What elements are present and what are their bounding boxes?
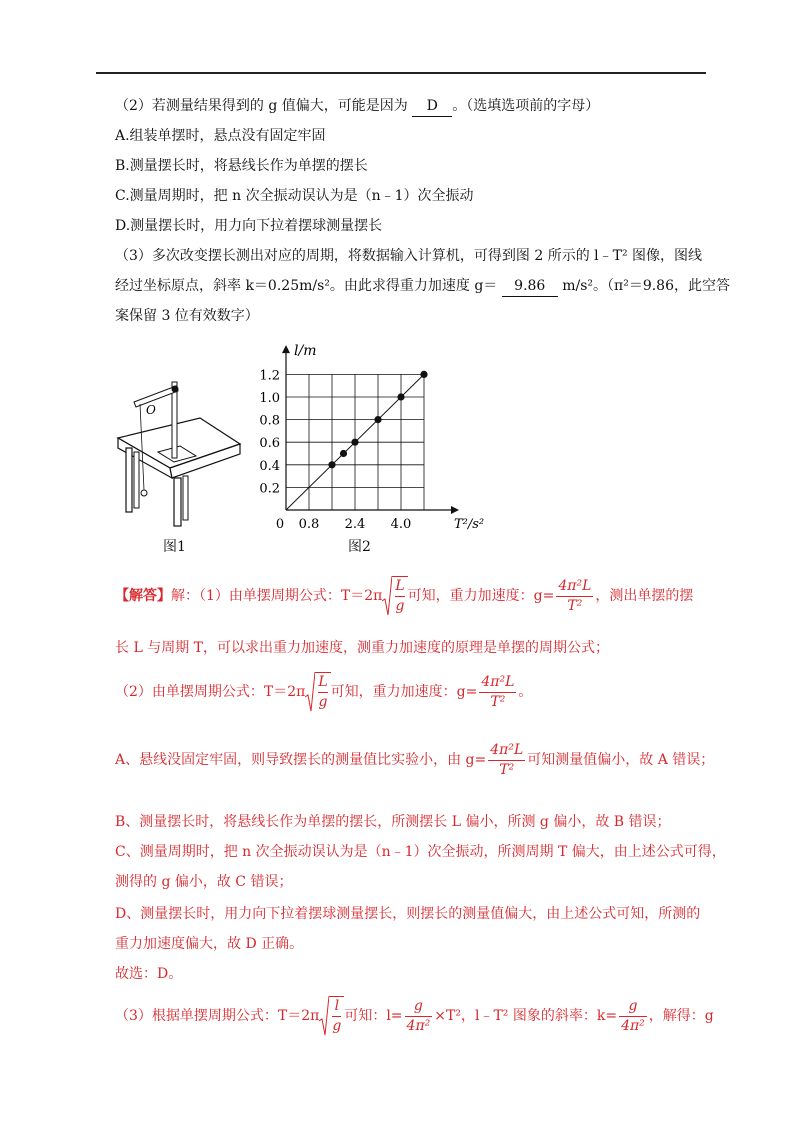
q2-answer: D: [412, 96, 452, 117]
q3-line3: 案保留 3 位有效数字）: [115, 308, 259, 324]
option-a: A.组装单摆时，悬点没有固定牢固: [115, 128, 326, 144]
y-tick-label: 0.8: [259, 413, 280, 429]
x-tick-label: 4.0: [390, 517, 412, 532]
y-axis-arrow: [282, 345, 290, 353]
fraction-g-over-4pi2: $\frac{g}{\text{4π²}}$: [406, 997, 431, 1034]
solution-line-1: 【解答】解：（1）由单摆周期公式：T＝2π $\frac{L}{g}$ 可知，重力加速度：g= $\frac{\text{4π²L}}{\text{T²}}$ ，测出单摆的摆: [115, 574, 693, 618]
solution-line-2: 长 L 与周期 T，可以求出重力加速度，测重力加速度的原理是单摆的周期公式；: [115, 640, 609, 656]
x-tick-label: 2.4: [344, 517, 366, 532]
figure-1-caption: 图1: [163, 539, 186, 555]
sqrt-expression: $\frac{l}{g}$: [319, 994, 344, 1038]
q2-stem: （2）若测量结果得到的 g 值偏大，可能是因为 D 。（选填选项前的字母）: [115, 96, 599, 117]
data-point: [328, 461, 335, 468]
sqrt-expression: $\frac{L}{g}$: [305, 670, 330, 714]
sqrt-expression: $\frac{L}{g}$: [382, 574, 407, 618]
solution-line-c2: 测得的 g 偏小，故 C 错误；: [115, 874, 293, 890]
data-point: [351, 439, 358, 446]
x-axis-arrow: [451, 506, 459, 514]
solution-line-b: B、测量摆长时，将悬线长作为单摆的摆长，所测摆长 L 偏小，所测 g 偏小，故 B 错误；: [115, 814, 671, 830]
solution-tag: 【解答】: [115, 588, 171, 604]
solution-line-d2: 重力加速度偏大，故 D 正确。: [115, 936, 304, 952]
solution-line-d1: D、测量摆长时，用力向下拉着摆球测量摆长，则摆长的测量值偏大，由上述公式可知，所测的: [115, 906, 701, 922]
y-tick-label: 1.2: [259, 368, 280, 384]
solution-line-4: （3）根据单摆周期公式：T＝2π $\frac{l}{g}$ 可知：l= $\frac{g}{\text{4π²}}$ ×T²，l﹣T² 图象的斜率：k= $\frac{g}{\text{4π²}}$ ，解得：g: [115, 994, 714, 1038]
figure-2-chart: [250, 338, 510, 538]
fraction-g-over-4pi2: $\frac{g}{\text{4π²}}$: [621, 997, 645, 1034]
x-tick-label: 0.8: [298, 517, 320, 532]
option-b: B.测量摆长时，将悬线长作为单摆的摆长: [115, 158, 368, 174]
y-tick-label: 1.0: [259, 391, 280, 406]
solution-choice: 故选：D。: [115, 966, 183, 982]
figure-2-caption: 图2: [348, 539, 371, 555]
label-o: O: [146, 403, 156, 417]
fraction-g: $\frac{\text{4π²L}}{\text{T²}}$: [490, 741, 524, 778]
q3-line1: （3）多次改变摆长测出对应的周期，将数据输入计算机，可得到图 2 所示的 l﹣T² 图像，图线: [115, 248, 703, 264]
data-point: [420, 371, 427, 378]
fraction-g: $\frac{\text{4π²L}}{\text{T²}}$: [558, 577, 592, 614]
fraction-g: $\frac{\text{4π²L}}{\text{T²}}$: [481, 673, 515, 710]
option-c: C.测量周期时，把 n 次全振动误认为是（n﹣1）次全振动: [115, 188, 474, 204]
q3-answer: 9.86: [502, 276, 558, 297]
data-point: [397, 393, 404, 400]
solution-line-3: （2）由单摆周期公式：T＝2π $\frac{L}{g}$ 可知，重力加速度：g= $\frac{\text{4π²L}}{\text{T²}}$ 。: [115, 670, 532, 714]
option-d: D.测量摆长时，用力向下拉着摆球测量摆长: [115, 218, 383, 234]
q3-line2: 经过坐标原点，斜率 k＝0.25m/s²。由此求得重力加速度 g＝ 9.86 m/s²。（π²＝9.86，此空答: [115, 276, 730, 297]
x-axis-label: T²/s²: [454, 517, 485, 532]
x-tick-label: 0: [275, 517, 285, 532]
y-tick-label: 0.2: [259, 481, 280, 497]
data-point: [340, 450, 347, 457]
y-axis-label: l/m: [294, 343, 317, 360]
solution-line-a: A、悬线没固定牢固，则导致摆长的测量值比实验小，由 g= $\frac{\text{4π²L}}{\text{T²}}$ 可知测量值偏小，故 A 错误；: [115, 741, 715, 778]
data-point: [374, 416, 381, 423]
figure-1-apparatus: [110, 360, 250, 530]
y-tick-label: 0.6: [259, 436, 280, 452]
header-rule: [96, 72, 706, 74]
solution-line-c1: C、测量周期时，把 n 次全振动误认为是（n﹣1）次全振动，所测周期 T 偏大，由上述公式可得，: [115, 844, 726, 860]
y-tick-label: 0.4: [259, 458, 280, 474]
